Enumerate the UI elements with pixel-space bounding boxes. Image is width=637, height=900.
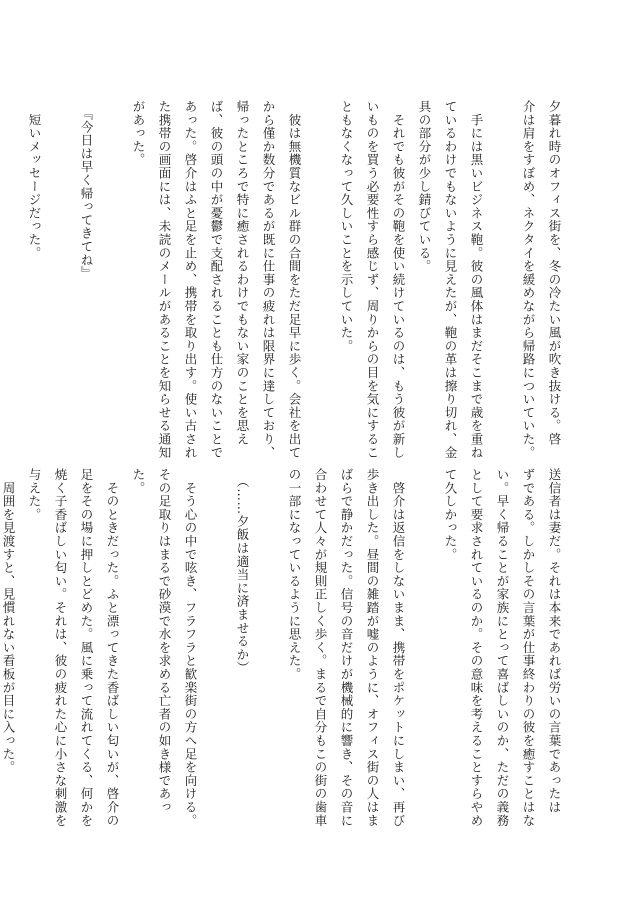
lower-text-block: 送信者は妻だ。それは本来であれば労いの言葉であったは ずである。しかしその言葉が仕事終わりの彼を癒すことはな い。早く帰ることが家族にとって喜ばしいのか、ただの義務 として要求されているのか。その意味を考えることすらやめ て久しかった。 啓介は返信をしないまま、携帯をポケットにしまい、再び 歩き出した。昼間の雑踏が嘘のように、オフィス街の人はま ばらで静かだった。信号の音だけが機械的に響き、その音に 合わせて人々が規則正しく歩く。まるで自分もこの街の歯車 の一部になっているように思えた。 （……夕飯は適当に済ませるか） そう心の中で呟き、フラフラと歓楽街の方へ足を向ける。 その足取りはまるで砂漠で水を求める亡者の如き様であっ た。 そのときだった。ふと漂ってきた香ばしい匂いが、啓介の 足をその場に押しとどめた。風に乗って流れてくる、何かを 焼く子香ばしい匂い。それは、彼の疲れた心に小さな刺激を 与えた。 周囲を見渡すと、見慣れない看板が目に入った。 (1, 468, 562, 828)
upper-text-block: 夕暮れ時のオフィス街を、冬の冷たい風が吹き抜ける。啓 介は肩をすぼめ、ネクタイを緩めながら帰路についていた。 手には黒いビジネス鞄。彼の風体はまだそこまで歳を重ね ているわけでもないように見えたが、鞄の革は擦り切れ、金 具の部分が少し錆びている。 それでも彼がその鞄を使い続けているのは、もう彼が新し いものを買う必要性すら感じず、周りからの目を気にするこ ともなくなって久しいことを示していた。 彼は無機質なビル群の合間をただ足早に歩く。会社を出て から僅か数分であるが既に仕事の疲れは限界に達しており、 帰ったところで特に癒されるわけでもない家のことを思え ば、彼の頭の中が憂鬱で支配されることも仕方のないことで あった。啓介はふと足を止め、携帯を取り出す。使い古され た携帯の画面には、未読のメールがあることを知らせる通知 があった。 『今日は早く帰ってきてね』 短いメッセージだった。 (27, 100, 562, 460)
